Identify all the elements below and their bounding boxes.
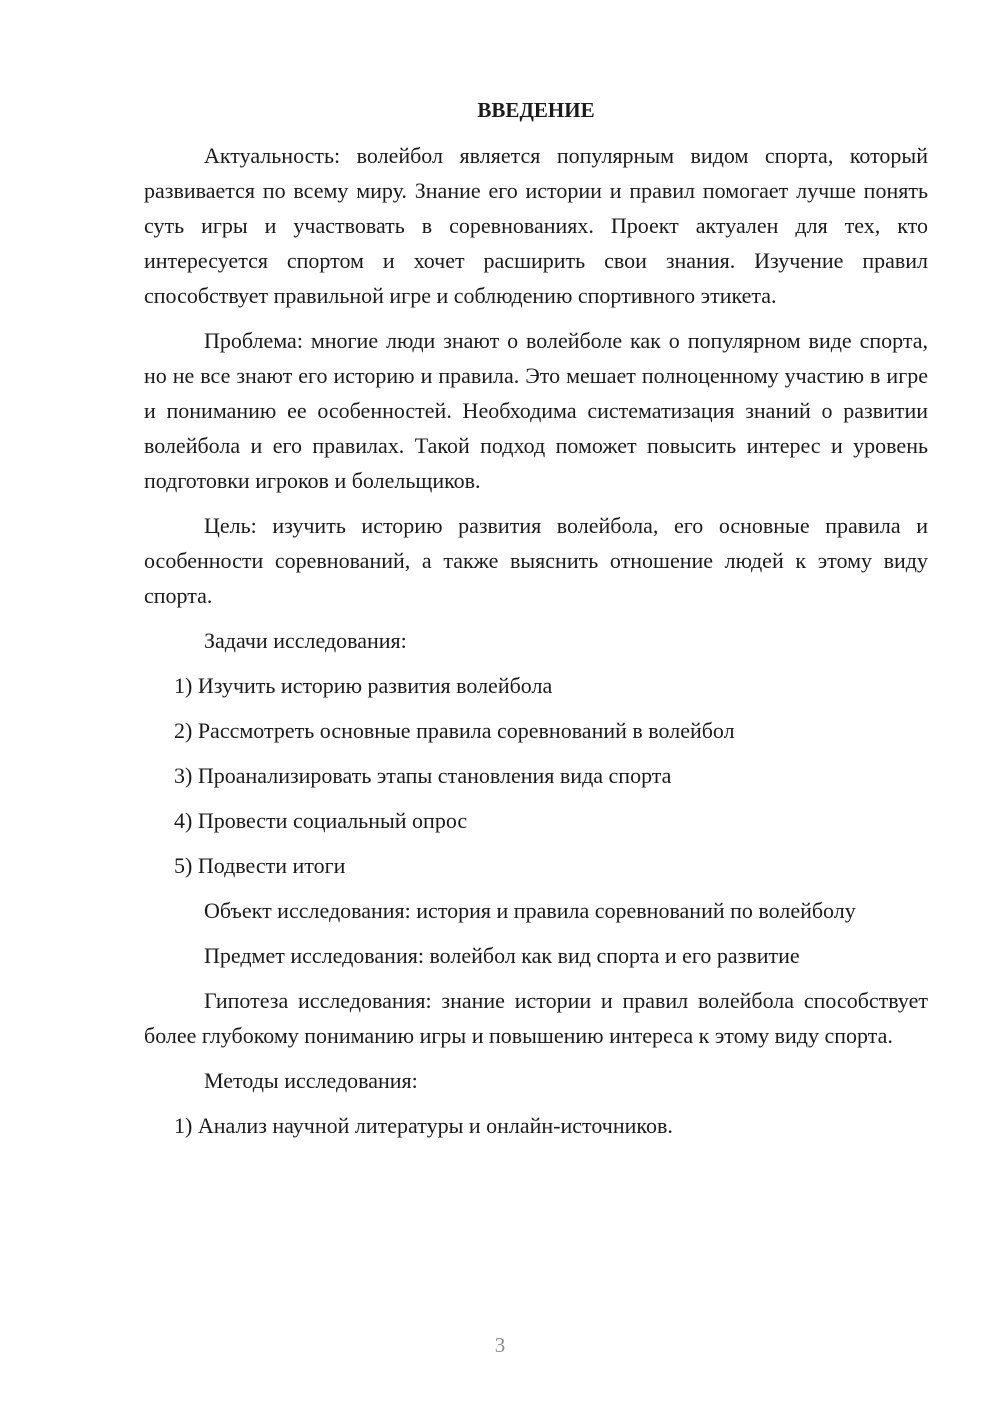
page-number: 3 xyxy=(494,1333,506,1357)
task-item-5: 5) Подвести итоги xyxy=(174,853,346,878)
paragraph-problem: Проблема: многие люди знают о волейболе как о популярном виде спорта, но не все знают его историю и правила. Это мешает полноценному участию в игре и пониманию ее особенностей. Необходима систематизация знаний о развитии волейбола и его правилах. Такой подход поможет повысить интерес и уровень подготовки игроков и болельщиков. xyxy=(144,328,928,493)
task-item-2: 2) Рассмотреть основные правила соревнований в волейбол xyxy=(174,718,735,743)
paragraph-relevance: Актуальность: волейбол является популярным видом спорта, который развивается по всему миру. Знание его истории и правил помогает лучше понять суть игры и участвовать в соревнованиях. Проект актуален для тех, кто интересуется спортом и хочет расширить свои знания. Изучение правил способствует правильной игре и соблюдению спортивного этикета. xyxy=(144,143,928,308)
paragraph-goal: Цель: изучить историю развития волейбола, его основные правила и особенности соревнований, а также выяснить отношение людей к этому виду спорта. xyxy=(144,513,928,608)
page-title: ВВЕДЕНИЕ xyxy=(477,98,595,122)
paragraph-object: Объект исследования: история и правила соревнований по волейболу xyxy=(204,898,856,923)
paragraph-subject: Предмет исследования: волейбол как вид спорта и его развитие xyxy=(204,943,800,968)
paragraph-hypothesis: Гипотеза исследования: знание истории и правил волейбола способствует более глубокому пониманию игры и повышению интереса к этому виду спорта. xyxy=(144,988,928,1048)
task-item-1: 1) Изучить историю развития волейбола xyxy=(174,673,553,698)
method-item-1: 1) Анализ научной литературы и онлайн-источников. xyxy=(174,1113,673,1138)
tasks-heading: Задачи исследования: xyxy=(204,628,407,653)
task-item-3: 3) Проанализировать этапы становления вида спорта xyxy=(174,763,672,788)
task-item-4: 4) Провести социальный опрос xyxy=(174,808,468,833)
page-content xyxy=(144,92,928,1153)
methods-heading: Методы исследования: xyxy=(204,1068,418,1093)
